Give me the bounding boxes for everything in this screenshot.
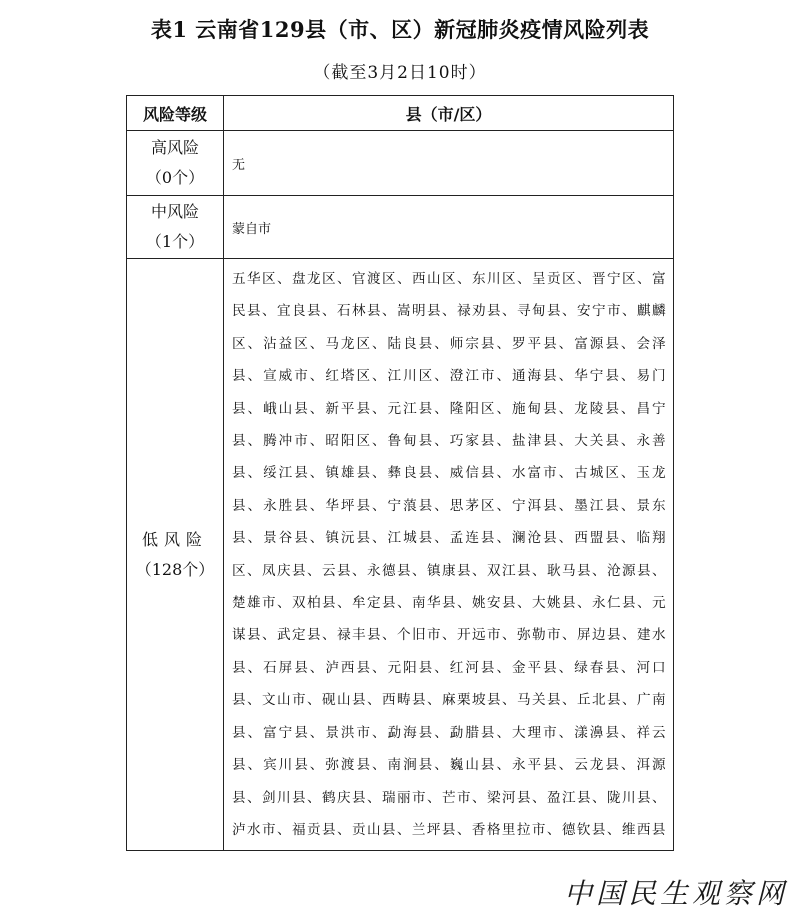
low-risk-level-cell [127,259,224,851]
high-risk-level-cell [127,131,224,196]
low-risk-count: （128个） [135,559,215,579]
table-header-row [127,96,674,131]
header-risk-level: 风险等级 [127,96,224,131]
medium-risk-count: （1个） [145,232,205,251]
watermark-logo: 中国民生观察网 [563,877,788,910]
table-row-low-risk [127,259,674,851]
medium-risk-counties: 蒙自市 [224,196,674,259]
table-row-medium-risk [127,196,674,259]
low-risk-counties: 五华区、盘龙区、官渡区、西山区、东川区、呈贡区、晋宁区、富民县、宜良县、石林县、嵩明县、禄劝县、寻甸县、安宁市、麒麟区、沾益区、马龙区、陆良县、师宗县、罗平县、富源县、会泽县、宣威市、红塔区、江川区、澄江市、通海县、华宁县、易门县、峨山县、新平县、元江县、隆阳区、施甸县、龙陵县、昌宁县、腾冲市、昭阳区、鲁甸县、巧家县、盐津县、大关县、永善县、绥江县、镇雄县、彝良县、威信县、水富市、古城区、玉龙县、永胜县、华坪县、宁蒗县、思茅区、宁洱县、墨江县、景东县、景谷县、镇沅县、江城县、孟连县、澜沧县、西盟县、临翔区、凤庆县、云县、永德县、镇康县、双江县、耿马县、沧源县、楚雄市、双柏县、牟定县、南华县、姚安县、大姚县、永仁县、元谋县、武定县、禄丰县、个旧市、开远市、弥勒市、屏边县、建水县、石屏县、泸西县、元阳县、红河县、金平县、绿春县、河口县、文山市、砚山县、西畴县、麻栗坡县、马关县、丘北县、广南县、富宁县、景洪市、勐海县、勐腊县、大理市、漾濞县、祥云县、宾川县、弥渡县、南涧县、巍山县、永平县、云龙县、洱源县、剑川县、鹤庆县、瑞丽市、芒市、梁河县、盈江县、陇川县、泸水市、福贡县、贡山县、兰坪县、香格里拉市、德钦县、维西县 [224,259,674,851]
table-title: 表1 云南省129县（市、区）新冠肺炎疫情风险列表 [150,17,650,42]
header-county: 县（市/区） [224,96,674,131]
risk-table [126,95,674,851]
high-risk-counties: 无 [224,131,674,196]
table-subtitle: （截至3月2日10时） [313,63,487,83]
medium-risk-level-cell [127,196,224,259]
high-risk-label: 高风险 [150,138,199,157]
low-risk-label: 低风险 [141,529,208,549]
medium-risk-label: 中风险 [150,202,199,221]
high-risk-count: （0个） [145,168,205,187]
table-row-high-risk [127,131,674,196]
